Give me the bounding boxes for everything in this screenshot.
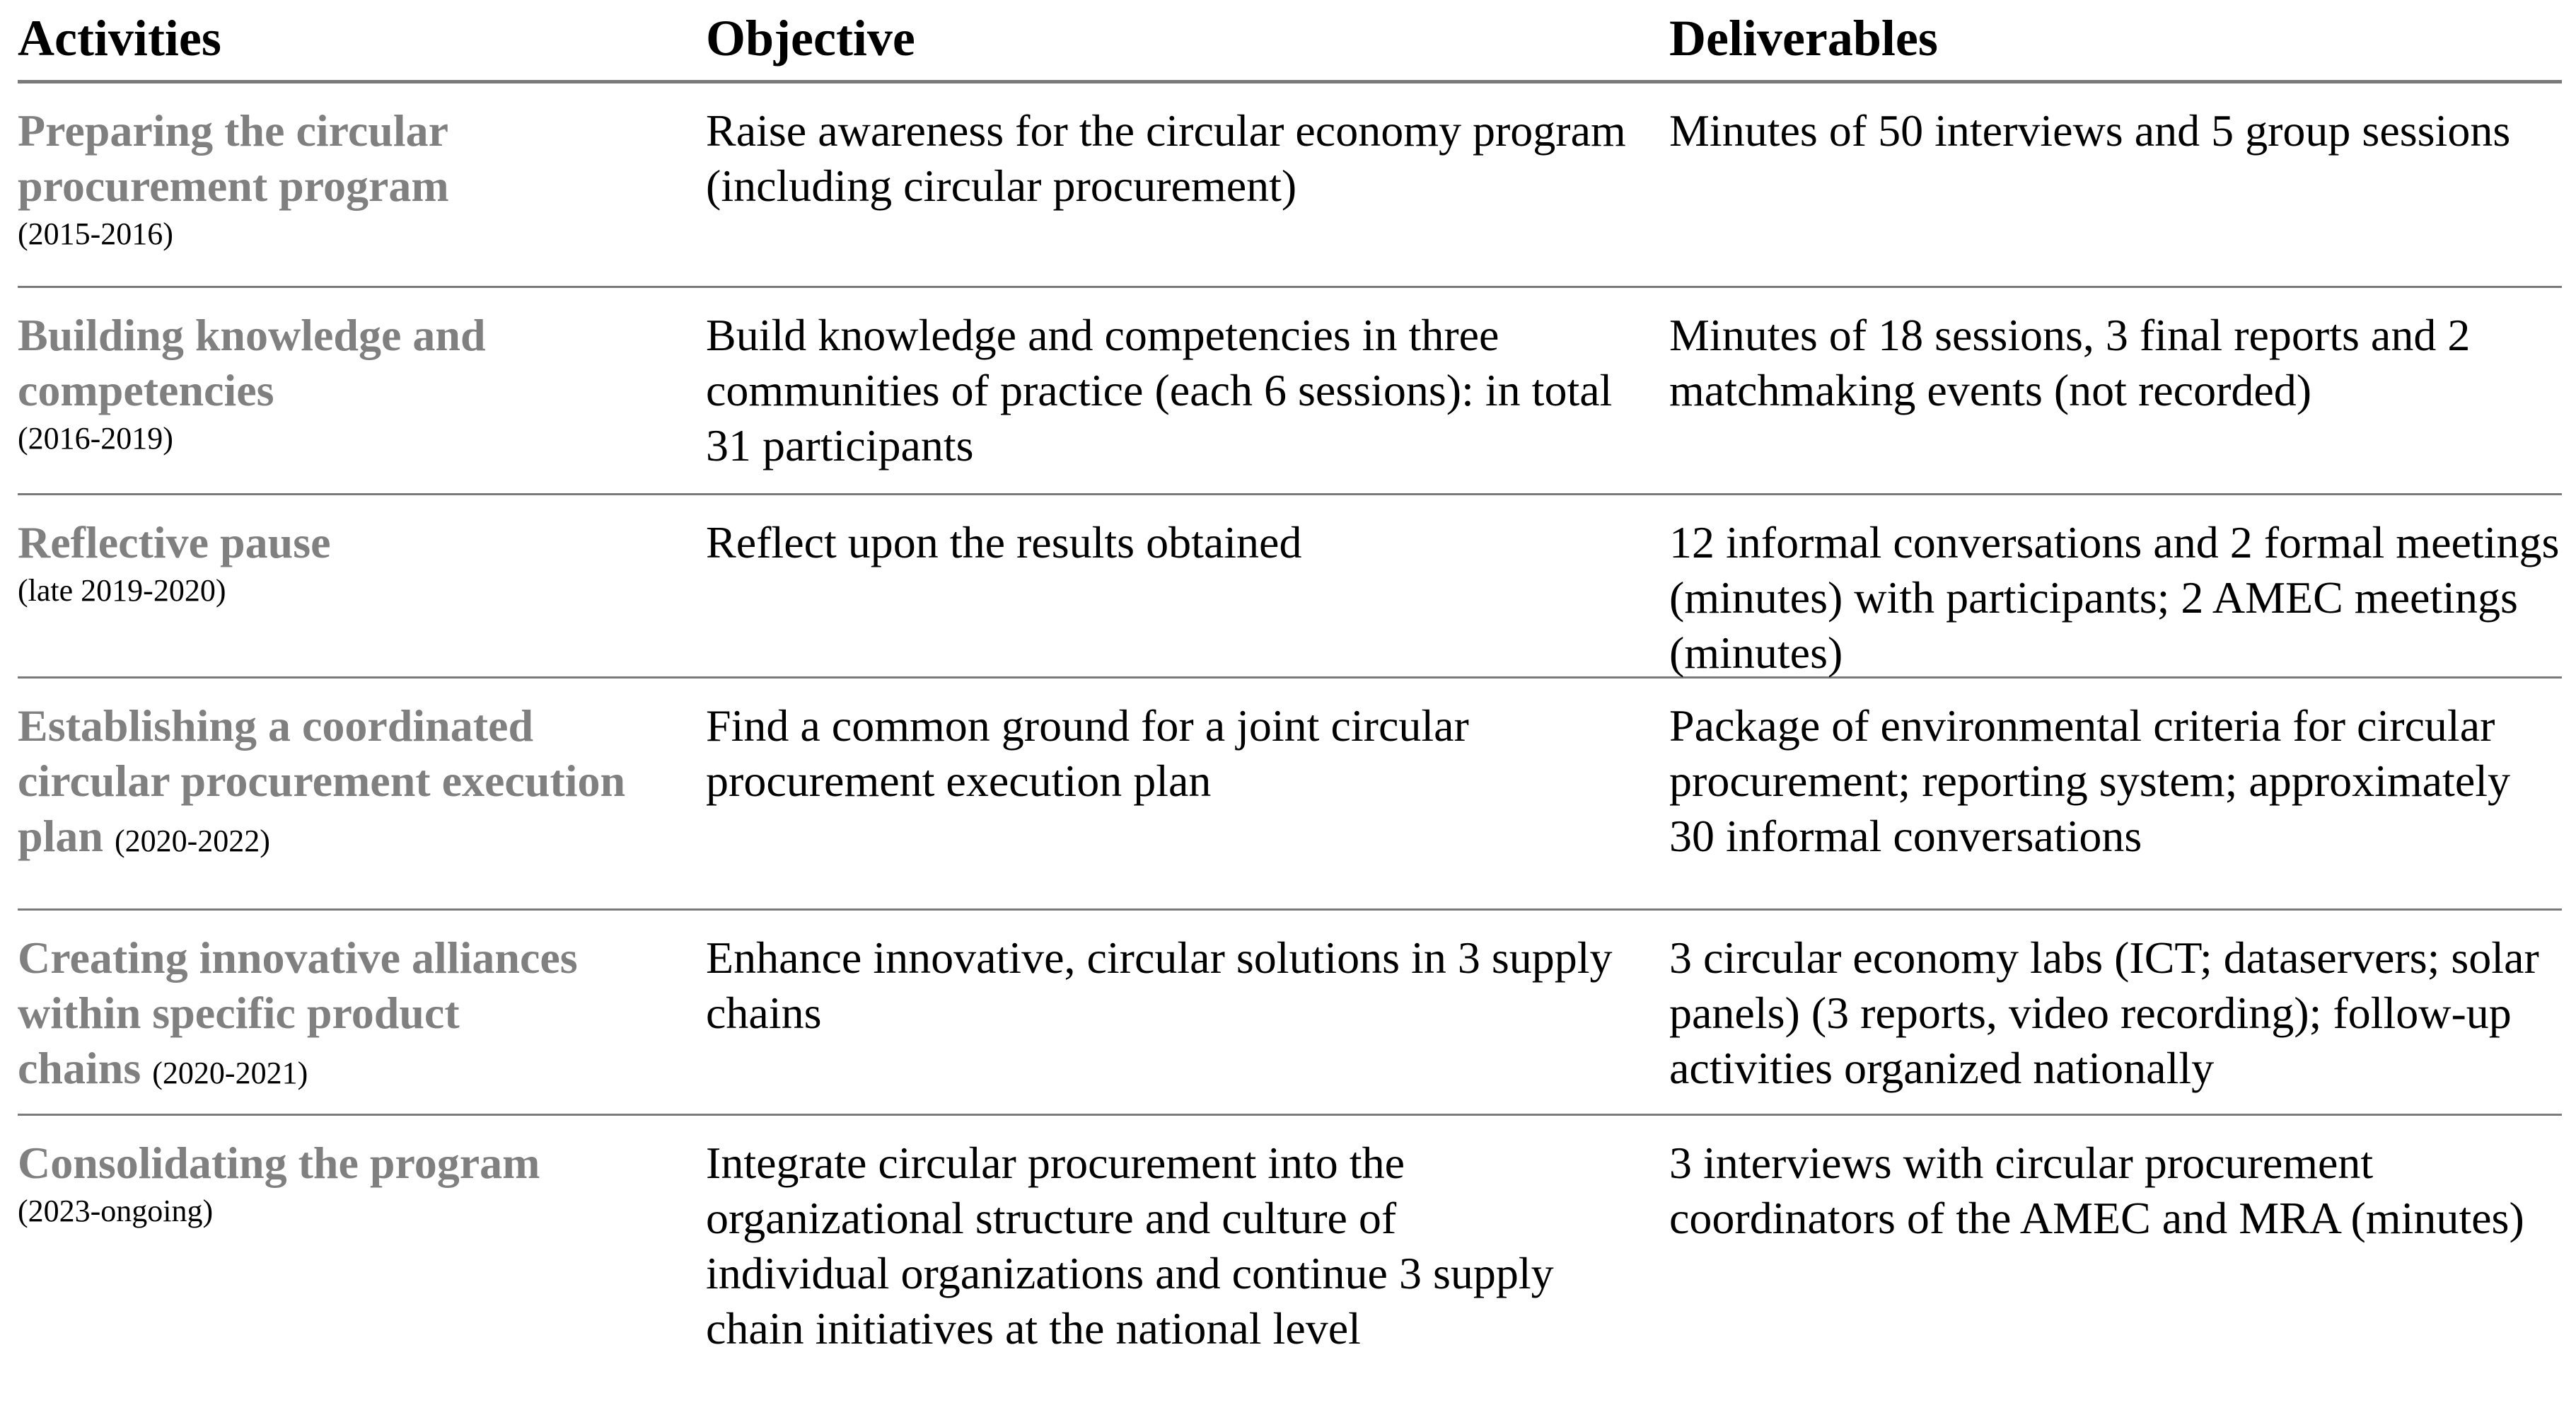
- activity-cell: [18, 698, 626, 864]
- header-deliverables: Deliverables: [1669, 10, 1938, 67]
- table-row: [18, 83, 2562, 288]
- deliverables-cell: Minutes of 50 interviews and 5 group sessions: [1669, 105, 2511, 156]
- objective-cell: Reflect upon the results obtained: [706, 517, 1302, 567]
- activity-period: (late 2019-2020): [18, 573, 226, 608]
- table-header: [18, 0, 2562, 83]
- activities-table: [18, 0, 2562, 1420]
- table-row: [18, 288, 2562, 495]
- objective-cell: Enhance innovative, circular solutions in 3 supply chains: [706, 933, 1613, 1038]
- activity-title: Reflective pause: [18, 517, 331, 567]
- activity-period: (2020-2021): [152, 1056, 308, 1090]
- table-row: [18, 1116, 2562, 1420]
- deliverables-cell: 3 interviews with circular procurement coordinators of the AMEC and MRA (minutes): [1669, 1138, 2524, 1243]
- activity-cell: [18, 515, 654, 611]
- deliverables-cell: 12 informal conversations and 2 formal meetings (minutes) with participants; 2 AMEC meetings (minutes): [1669, 517, 2560, 678]
- objective-cell: Build knowledge and competencies in three communities of practice (each 6 sessions): in total 31 participants: [706, 310, 1613, 471]
- deliverables-cell: Minutes of 18 sessions, 3 final reports and 2 matchmaking events (not recorded): [1669, 310, 2471, 415]
- table-row: [18, 495, 2562, 679]
- activity-period: (2016-2019): [18, 421, 173, 456]
- header-objective: Objective: [706, 10, 915, 67]
- activity-cell: [18, 103, 654, 255]
- activity-period: (2015-2016): [18, 217, 173, 251]
- activity-period: (2023-ongoing): [18, 1194, 214, 1228]
- deliverables-cell: Package of environmental criteria for circular procurement; reporting system; approximately 30 informal conversations: [1669, 700, 2510, 861]
- activity-title: Consolidating the program: [18, 1138, 540, 1188]
- objective-cell: Find a common ground for a joint circular procurement execution plan: [706, 700, 1469, 806]
- activity-cell: [18, 308, 654, 459]
- deliverables-cell: 3 circular economy labs (ICT; dataservers; solar panels) (3 reports, video recording); follow-up activities organized nationally: [1669, 933, 2539, 1093]
- activity-cell: [18, 1136, 654, 1232]
- objective-cell: Raise awareness for the circular economy program (including circular procurement): [706, 105, 1626, 211]
- activity-title: Creating innovative alliances within specific product chains: [18, 933, 578, 1093]
- table-row: [18, 679, 2562, 911]
- objective-cell: Integrate circular procurement into the organizational structure and culture of individual organizations and continue 3 supply chain initiatives at the national level: [706, 1138, 1554, 1353]
- activity-period: (2020-2022): [114, 824, 270, 858]
- activity-title: Preparing the circular procurement program: [18, 105, 449, 211]
- table-row: [18, 911, 2562, 1116]
- header-activities: Activities: [18, 10, 221, 67]
- activity-cell: [18, 930, 584, 1096]
- activity-title: Building knowledge and competencies: [18, 310, 486, 415]
- activity-title: Establishing a coordinated circular procurement execution plan: [18, 700, 626, 861]
